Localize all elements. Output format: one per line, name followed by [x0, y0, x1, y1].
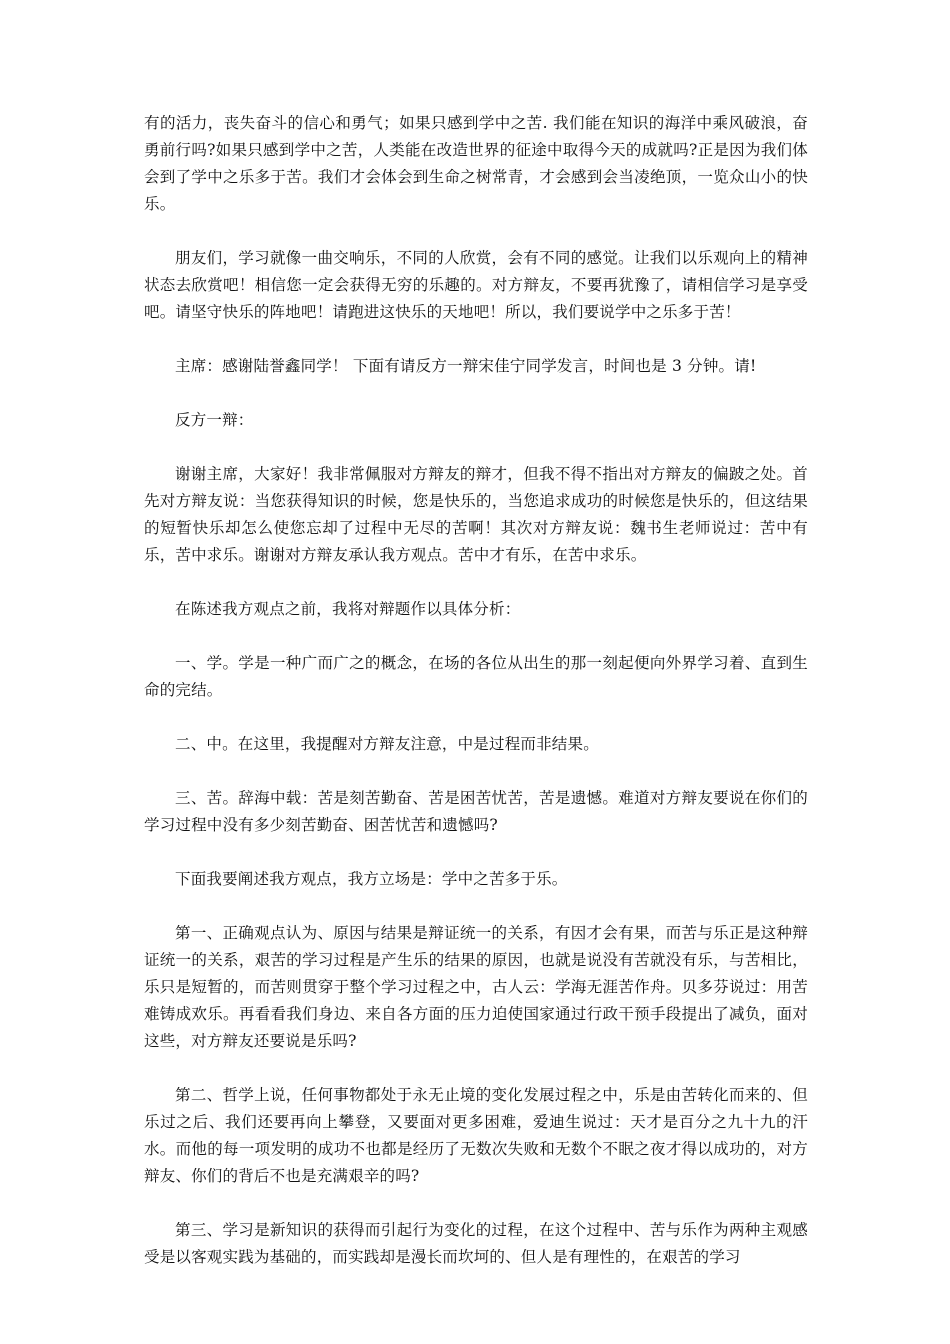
paragraph-opening-rebuttal: 谢谢主席，大家好！我非常佩服对方辩友的辩才，但我不得不指出对方辩友的偏跛之处。首先对方辩友说：当您获得知识的时候，您是快乐的，当您追求成功的时候您是快乐的，但这结果的短暂快乐却怎么使您忘却了过程中无尽的苦啊！其次对方辩友说：魏书生老师说过：苦中有乐，苦中求乐。谢谢对方辩友承认我方观点。苦中才有乐，在苦中求乐。 [144, 465, 808, 564]
paragraph-chair-introduction: 主席：感谢陆誉鑫同学！ 下面有请反方一辩宋佳宁同学发言，时间也是 3 分钟。请! [175, 357, 757, 375]
paragraph-speaker-heading: 反方一辩： [175, 411, 254, 429]
paragraph-point-hardship: 三、苦。辞海中载：苦是刻苦勤奋、苦是困苦忧苦，苦是遗憾。难道对方辩友要说在你们的学习过程中没有多少刻苦勤奋、困苦忧苦和遗憾吗? [144, 789, 808, 834]
document-page [144, 110, 808, 1298]
paragraph-continuation: 有的活力，丧失奋斗的信心和勇气；如果只感到学中之苦. 我们能在知识的海洋中乘风破浪，奋勇前行吗?如果只感到学中之苦，人类能在改造世界的征途中取得今天的成就吗?正是因为我们体会到了学中之乐多于苦。我们才会体会到生命之树常青，才会感到会当凌绝顶，一览众山小的快乐。 [144, 114, 808, 213]
paragraph-point-middle: 二、中。在这里，我提醒对方辩友注意，中是过程而非结果。 [175, 735, 599, 753]
paragraph-argument-third: 第三、学习是新知识的获得而引起行为变化的过程，在这个过程中、苦与乐作为两种主观感受是以客观实践为基础的，而实践却是漫长而坎坷的、但人是有理性的，在艰苦的学习 [144, 1221, 808, 1266]
paragraph-position-statement: 下面我要阐述我方观点，我方立场是：学中之苦多于乐。 [175, 870, 568, 888]
paragraph-point-learning: 一、学。学是一种广而广之的概念，在场的各位从出生的那一刻起便向外界学习着、直到生命的完结。 [144, 654, 808, 699]
paragraph-argument-second: 第二、哲学上说，任何事物都处于永无止境的变化发展过程之中，乐是由苦转化而来的、但乐过之后、我们还要再向上攀登，又要面对更多困难，爱迪生说过：天才是百分之九十九的汗水。而他的每一项发明的成功不也都是经历了无数次失败和无数个不眠之夜才得以成功的，对方辩友、你们的背后不也是充满艰辛的吗? [144, 1086, 808, 1185]
paragraph-friends-symphony: 朋友们，学习就像一曲交响乐，不同的人欣赏，会有不同的感觉。让我们以乐观向上的精神状态去欣赏吧！相信您一定会获得无穷的乐趣的。对方辩友，不要再犹豫了，请相信学习是享受吧。请坚守快乐的阵地吧！请跑进这快乐的天地吧！所以，我们要说学中之乐多于苦！ [144, 249, 808, 321]
paragraph-analysis-intro: 在陈述我方观点之前，我将对辩题作以具体分析： [175, 600, 521, 618]
paragraph-argument-first: 第一、正确观点认为、原因与结果是辩证统一的关系，有因才会有果，而苦与乐正是这种辩证统一的关系，艰苦的学习过程是产生乐的结果的原因，也就是说没有苦就没有乐，与苦相比，乐只是短暂的，而苦则贯穿于整个学习过程之中，古人云：学海无涯苦作舟。贝多芬说过：用苦难铸成欢乐。再看看我们身边、来自各方面的压力迫使国家通过行政干预手段提出了减负，面对这些，对方辩友还要说是乐吗? [144, 924, 808, 1050]
